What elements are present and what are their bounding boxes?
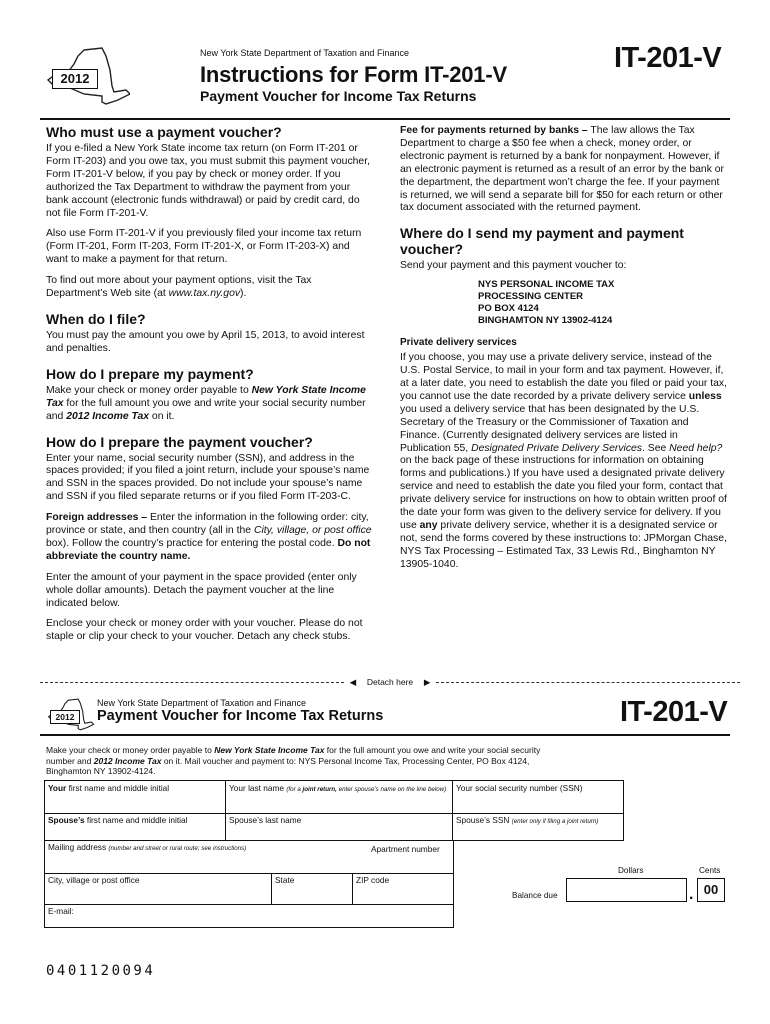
- department-name: New York State Department of Taxation and Finance: [200, 48, 409, 58]
- where-heading: Where do I send my payment and payment voucher?: [400, 225, 684, 258]
- prepare-payment-paragraph: Make your check or money order payable to New York State Income Tax for the full amount you owe and write your social security number and 2012 Income Tax on it.: [46, 384, 366, 422]
- detach-label: ◀ Detach here ▶: [349, 677, 431, 687]
- first-name-field[interactable]: Your first name and middle initial: [44, 780, 226, 814]
- when-heading: When do I file?: [46, 310, 146, 327]
- mailing-address-block: NYS PERSONAL INCOME TAX PROCESSING CENTER PO BOX 4124 BINGHAMTON NY 13902-4124: [478, 279, 615, 327]
- last-name-field[interactable]: Your last name (for a joint return, enter spouse’s name on the line below): [225, 780, 453, 814]
- who-paragraph-3: To find out more about your payment options, visit the Tax Department’s Web site (at www.tax.ny.gov).: [46, 275, 312, 300]
- prepare-voucher-paragraph-3: Enter the amount of your payment in the space provided (enter only whole dollar amounts). Detach the payment voucher at the line indicated below.: [46, 571, 357, 609]
- mailing-address-field[interactable]: Mailing address (number and street or rural route; see instructions) Apartment number: [44, 840, 454, 874]
- page-title: Instructions for Form IT-201-V: [200, 62, 507, 87]
- private-delivery-paragraph: If you choose, you may use a private delivery service, instead of the U.S. Postal Service, to mail in your form and tax payment. However, if, at a later date, you need to establish the date you filed or paid your tax, you cannot use the date recorded by a private delivery service unless you used a delivery service that has been designated by the U.S. Secretary of the Treasury or the Commissioner of Taxation and Finance. (Currently designated delivery services are listed in Publication 55, Designated Private Delivery Services. See Need help? on the back page of these instructions for information on obtaining forms and publications.) If you have used a designated private delivery service and need to establish the date you filed your form, contact that private delivery service for instructions on how to obtain written proof of the date your form was given to the delivery service for delivery. If you use any private delivery service, whether it is a designated service or not, send the forms covered by these instructions to: JPMorgan Chase, NYS Tax Processing – Estimated Tax, 33 Lewis Rd., Binghamton NY 13905-1040.: [400, 352, 727, 570]
- voucher-year-badge: 2012: [50, 710, 80, 724]
- form-number: IT-201-V: [614, 42, 722, 74]
- voucher-instructions: Make your check or money order payable to New York State Income Tax for the full amount you owe and write your social security number and 2012 Income Tax on it. Mail voucher and payment to: NYS Personal Income Tax, Processing Center, PO Box 4124, Binghamton NY 13902-4124.: [46, 745, 541, 777]
- detach-line: [40, 677, 740, 688]
- header-divider: [40, 118, 730, 120]
- tax-year-badge: 2012: [52, 69, 98, 89]
- dollars-label: Dollars: [618, 866, 644, 875]
- tax-website-link[interactable]: www.tax.ny.gov: [168, 288, 241, 300]
- spouse-ssn-field[interactable]: Spouse’s SSN (enter only if filing a joint return): [452, 813, 624, 841]
- left-column: [46, 124, 374, 652]
- returned-fee-paragraph: Fee for payments returned by banks – The law allows the Tax Department to charge a $50 fee when a check, money order, or electronic payment is returned by a bank for nonpayment. However, if an electronic payment is returned as a result of an error by the bank or the department, the department won’t charge the fee. If your payment is returned, we will send a separate bill for $50 for each return or other tax document associated with the returned payment.: [400, 125, 725, 214]
- balance-due-cents-box: 00: [697, 878, 725, 902]
- prepare-voucher-heading: How do I prepare the payment voucher?: [46, 433, 313, 450]
- where-paragraph: Send your payment and this payment voucher to:: [400, 260, 627, 272]
- who-heading: Who must use a payment voucher?: [46, 124, 282, 140]
- zip-code-field[interactable]: ZIP code: [352, 873, 454, 905]
- private-delivery-heading: Private delivery services: [400, 337, 517, 349]
- balance-due-label: Balance due: [512, 891, 558, 900]
- foreign-addresses-paragraph: Foreign addresses – Enter the information in the following order: city, province or state, and then country (all in the City, village, or post office box). Follow the country’s practice for entering the postal code. Do not abbreviate the country name.: [46, 512, 372, 562]
- page-subtitle: Payment Voucher for Income Tax Returns: [200, 88, 477, 104]
- voucher-form-number: IT-201-V: [620, 696, 728, 728]
- voucher-divider: [40, 734, 730, 736]
- cents-label: Cents: [699, 866, 721, 875]
- email-field[interactable]: E-mail:: [44, 904, 454, 928]
- who-paragraph-2: Also use Form IT-201-V if you previously filed your income tax return (Form IT-201, Form IT-203, Form IT-201-X, or Form IT-203-X) and want to make a payment for that return.: [46, 228, 362, 266]
- spouse-last-name-field[interactable]: Spouse’s last name: [225, 813, 453, 841]
- scan-line-number: 0401120094: [46, 963, 156, 979]
- city-field[interactable]: City, village or post office: [44, 873, 272, 905]
- voucher-department-name: New York State Department of Taxation and Finance: [97, 698, 306, 708]
- state-field[interactable]: State: [271, 873, 353, 905]
- balance-due-dollars-input[interactable]: [566, 878, 687, 902]
- apartment-number-label: Apartment number: [371, 844, 440, 854]
- who-paragraph-1: If you e-filed a New York State income tax return (on Form IT-201 or Form IT-203) and you owe tax, you must submit this payment voucher, Form IT-201-V below, if you pay by check or money order. If you authorized the Tax Department to withdraw the payment from your bank account (electronic funds withdrawal) or paid by credit card, do not file Form IT-201-V.: [46, 143, 370, 219]
- right-column: [400, 125, 728, 580]
- prepare-voucher-paragraph-1: Enter your name, social security number (SSN), and address in the spaces provided; if you filed a joint return, include your spouse’s name and SSN in the spaces provided. Do not include your spouse’s name and SSN if you filed separate returns or if you filed Form IT-203-C.: [46, 452, 370, 503]
- spouse-first-name-field[interactable]: Spouse’s first name and middle initial: [44, 813, 226, 841]
- prepare-voucher-paragraph-4: Enclose your check or money order with your voucher. Please do not staple or clip your check to your voucher. Detach any check stubs.: [46, 618, 363, 643]
- prepare-payment-heading: How do I prepare my payment?: [46, 365, 254, 382]
- ssn-field[interactable]: Your social security number (SSN): [452, 780, 624, 814]
- decimal-point: .: [689, 886, 694, 903]
- when-paragraph: You must pay the amount you owe by April 15, 2013, to avoid interest and penalties.: [46, 329, 365, 354]
- voucher-title: Payment Voucher for Income Tax Returns: [97, 708, 384, 724]
